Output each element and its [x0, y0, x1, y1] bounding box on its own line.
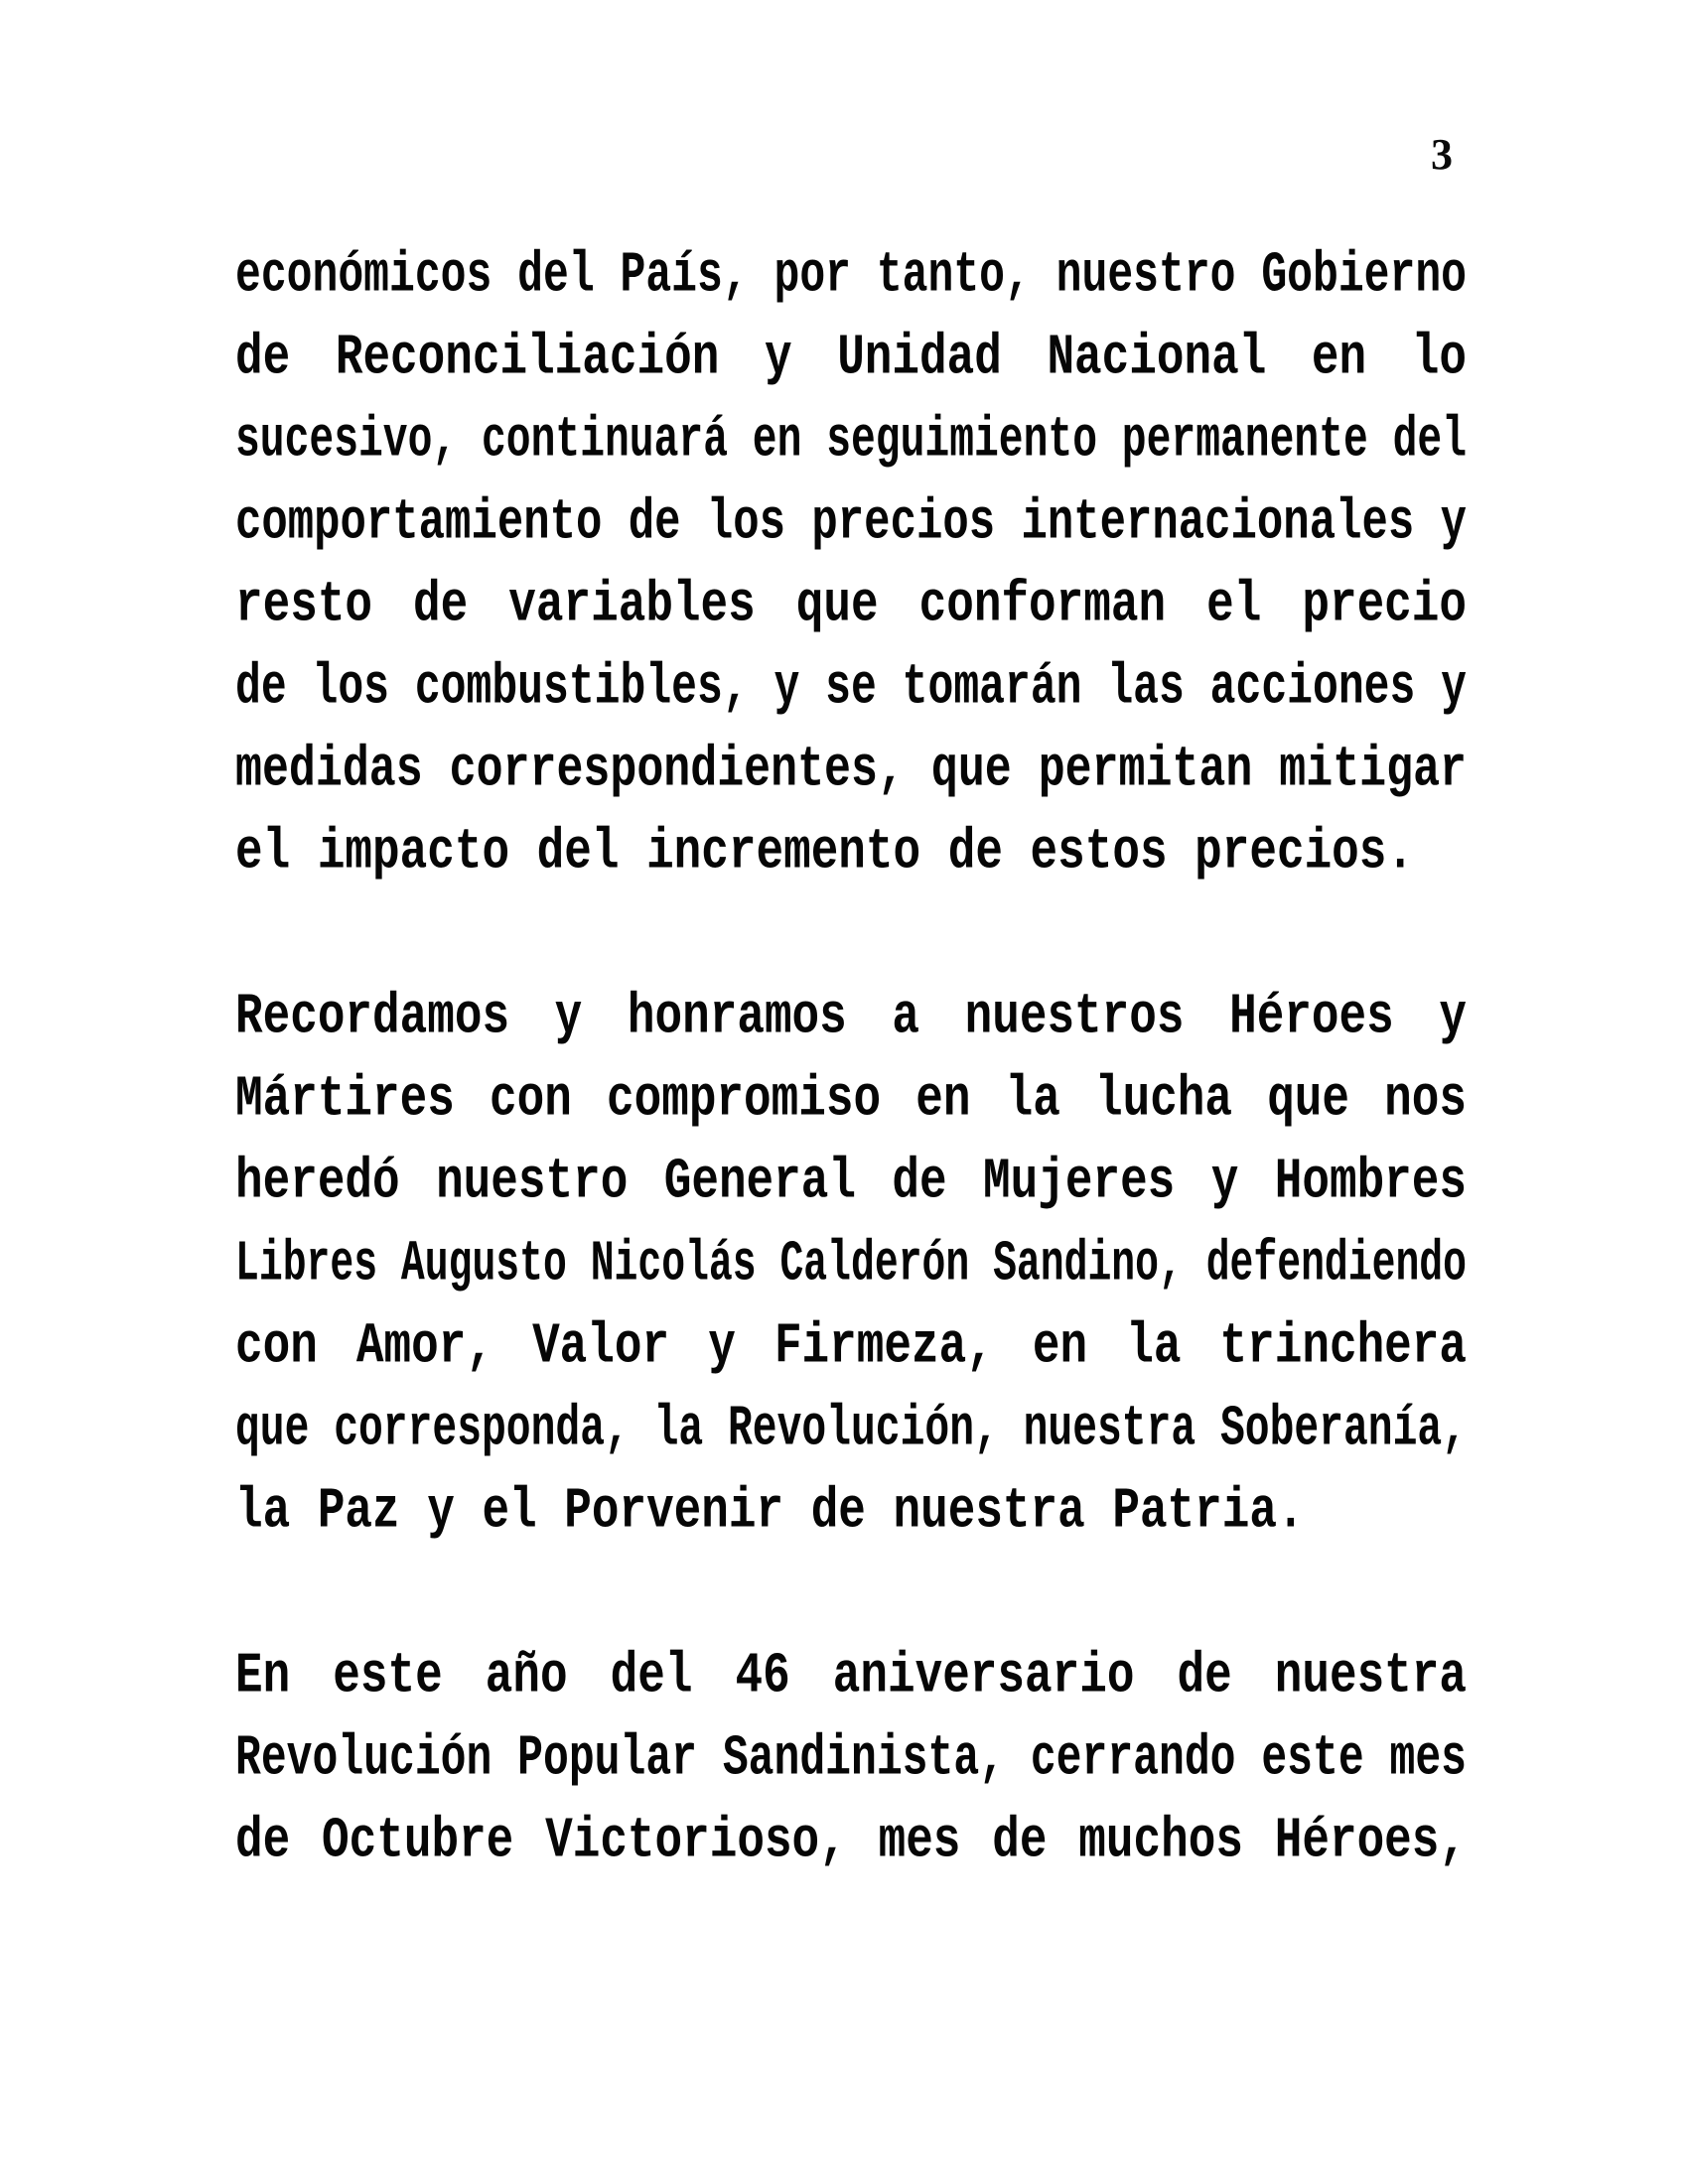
- text-line-content: Mártires con compromiso en la lucha que nos: [235, 1066, 1467, 1132]
- page-number: 3: [1431, 130, 1453, 179]
- text-line: [235, 737, 1467, 822]
- text-line-content: económicos del País, por tanto, nuestro Gobierno: [235, 242, 1467, 308]
- text-line: [235, 1808, 1467, 1893]
- text-line: [235, 1725, 1467, 1811]
- text-line: [235, 1066, 1467, 1152]
- text-line: [235, 1231, 1467, 1316]
- text-line: [235, 984, 1467, 1069]
- text-line: [235, 819, 1467, 904]
- text-line-content: de los combustibles, y se tomarán las acciones y: [235, 654, 1467, 720]
- text-line-content: resto de variables que conforman el precio: [235, 572, 1467, 637]
- text-line: [235, 1149, 1467, 1234]
- text-line: [235, 489, 1467, 575]
- text-line: [235, 1313, 1467, 1399]
- text-line-content: medidas correspondientes, que permitan mitigar: [235, 737, 1467, 802]
- text-line: [235, 1478, 1467, 1564]
- text-line: [235, 407, 1467, 492]
- page-content: [235, 242, 1467, 1893]
- text-line-content: heredó nuestro General de Mujeres y Hombres: [235, 1149, 1467, 1214]
- paragraph: [235, 1643, 1467, 1893]
- text-line: [235, 1396, 1467, 1481]
- text-line-content: con Amor, Valor y Firmeza, en la trinchera: [235, 1313, 1467, 1379]
- text-line-content: Recordamos y honramos a nuestros Héroes y: [235, 984, 1467, 1049]
- paragraph: [235, 242, 1467, 904]
- text-line-content: el impacto del incremento de estos precios.: [235, 819, 1414, 885]
- text-line-content: comportamiento de los precios internacionales y: [235, 489, 1467, 555]
- text-line-content: que corresponda, la Revolución, nuestra Soberanía,: [235, 1396, 1467, 1461]
- text-line-content: la Paz y el Porvenir de nuestra Patria.: [235, 1478, 1305, 1544]
- text-line: [235, 572, 1467, 657]
- text-line: [235, 242, 1467, 328]
- text-line: [235, 1643, 1467, 1728]
- text-line-content: Revolución Popular Sandinista, cerrando este mes: [235, 1725, 1467, 1791]
- text-line-content: de Reconciliación y Unidad Nacional en lo: [235, 325, 1467, 390]
- paragraph: [235, 984, 1467, 1564]
- text-line: [235, 325, 1467, 410]
- text-line-content: de Octubre Victorioso, mes de muchos Héroes,: [235, 1808, 1467, 1873]
- text-line-content: En este año del 46 aniversario de nuestra: [235, 1643, 1467, 1708]
- text-line-content: sucesivo, continuará en seguimiento permanente del: [235, 407, 1467, 473]
- text-line: [235, 654, 1467, 740]
- text-line-content: Libres Augusto Nicolás Calderón Sandino, defendiendo: [235, 1231, 1467, 1297]
